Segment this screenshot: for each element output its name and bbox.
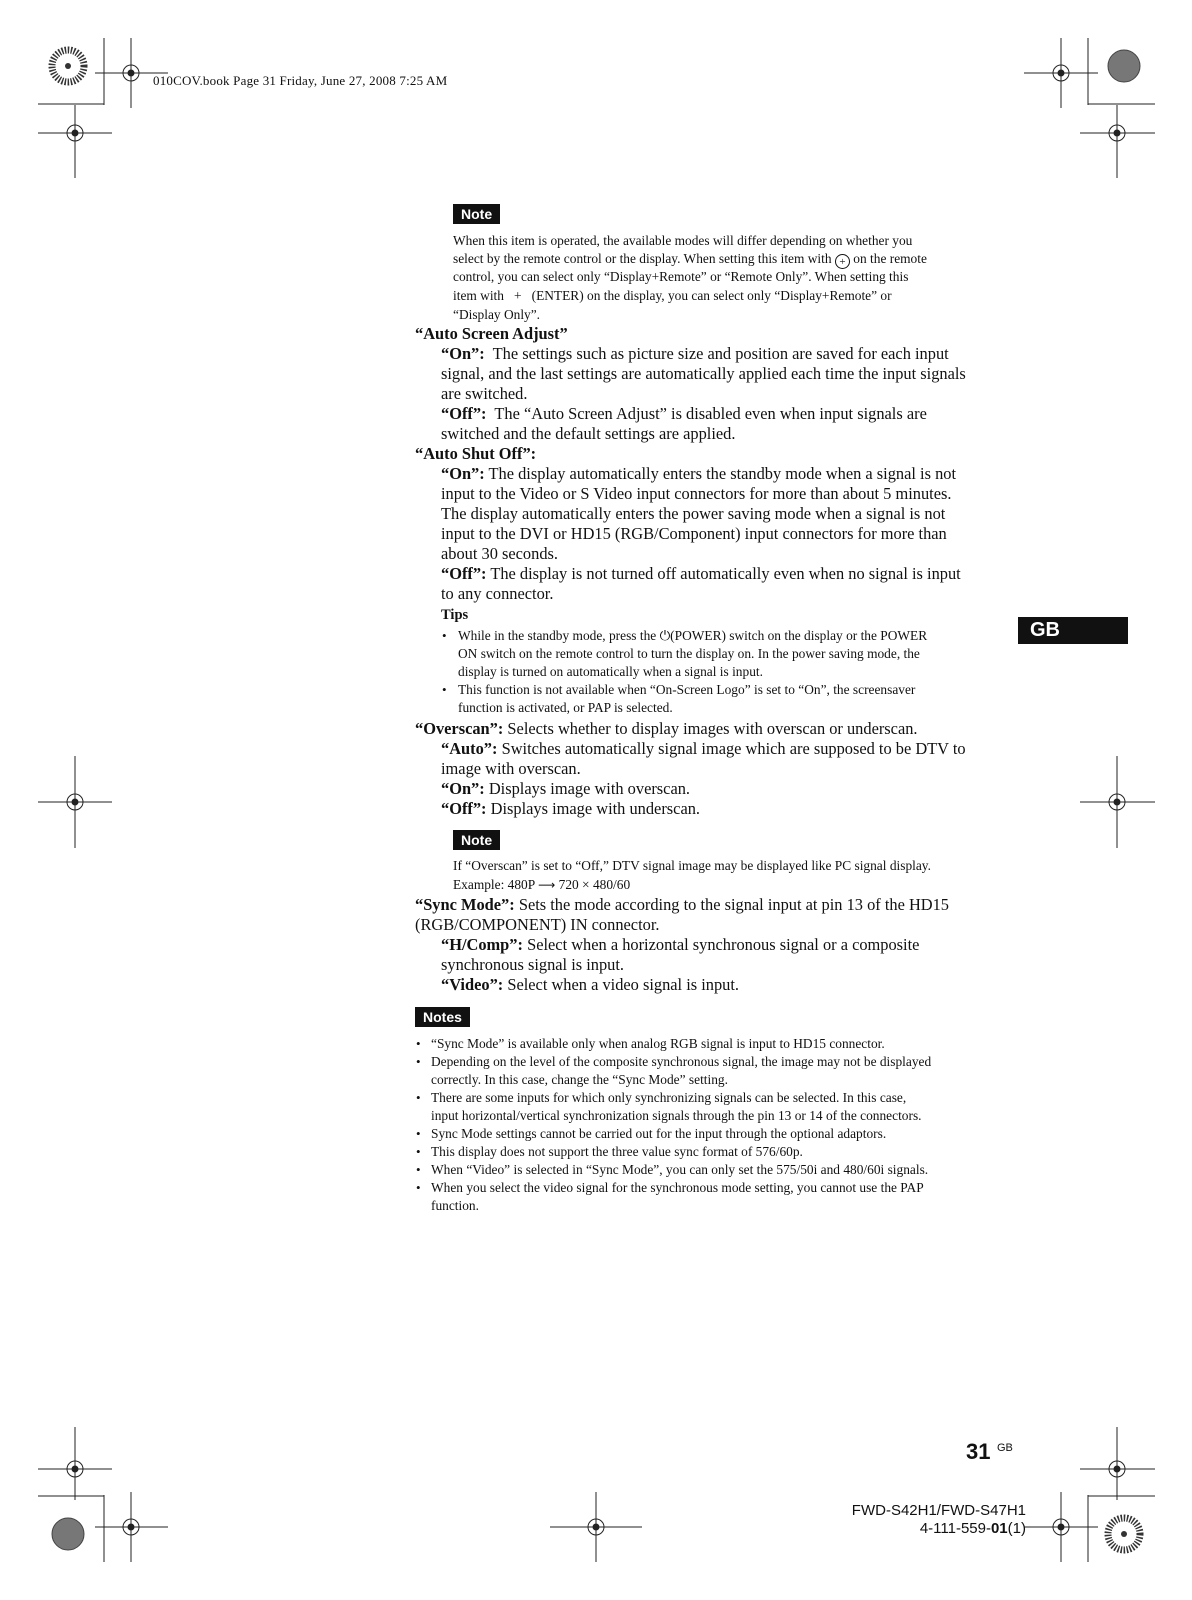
note-item: This display does not support the three value sync format of 576/60p. (431, 1144, 803, 1159)
bullet: • (442, 628, 447, 643)
bullet: • (416, 1036, 421, 1051)
note-label: Note (453, 204, 500, 224)
auto-shut-off: to any connector. (441, 584, 554, 603)
auto-shut-off: “Off”: The display is not turned off automatically even when no signal is input (441, 564, 961, 583)
auto-shut-heading: “Auto Shut Off”: (415, 444, 537, 463)
sync-video: “Video”: Select when a video signal is input. (441, 975, 740, 994)
auto-shut-on: “On”: The display automatically enters the standby mode when a signal is not (441, 464, 957, 483)
tips-heading: Tips (441, 607, 469, 623)
sync-item: (RGB/COMPONENT) IN connector. (415, 915, 660, 934)
notes-label: Notes (415, 1007, 470, 1027)
overscan-on: “On”: Displays image with overscan. (441, 779, 691, 798)
bullet: • (416, 1162, 421, 1177)
tip-text: ON switch on the remote control to turn the display on. In the power saving mode, the (458, 646, 920, 661)
auto-shut-on: The display automatically enters the power saving mode when a signal is not (441, 504, 946, 523)
note-item: When “Video” is selected in “Sync Mode”, you can only set the 575/50i and 480/60i signals. (431, 1162, 929, 1177)
language-tab: GB (1018, 617, 1128, 644)
auto-screen-off: switched and the default settings are applied. (441, 424, 736, 443)
overscan-auto: image with overscan. (441, 759, 581, 778)
note-item: “Sync Mode” is available only when analog RGB signal is input to HD15 connector. (431, 1036, 885, 1051)
bullet: • (416, 1054, 421, 1069)
bullet: • (416, 1144, 421, 1159)
auto-shut-on: input to the Video or S Video input connectors for more than about 5 minutes. (441, 484, 952, 503)
book-header: 010COV.book Page 31 Friday, June 27, 2008 7:25 AM (153, 73, 448, 88)
note-text: control, you can select only “Display+Remote” or “Remote Only”. When setting this (453, 269, 909, 284)
note-item: correctly. In this case, change the “Sync Mode” setting. (431, 1072, 728, 1087)
part-code: 4-111-559-01(1) (919, 1520, 1026, 1537)
enter-plus-icon: + (514, 288, 522, 303)
note-item: When you select the video signal for the synchronous mode setting, you cannot use the PAP (431, 1180, 924, 1195)
tip-text: function is activated, or PAP is selected. (458, 700, 673, 715)
auto-screen-on: “On”: The settings such as picture size and position are saved for each input (441, 344, 949, 363)
note-text: Example: 480P ⟶ 720 × 480/60 (453, 877, 631, 892)
power-icon: ⏻ (659, 629, 671, 644)
arrow-icon: ⟶ (538, 878, 556, 892)
overscan-auto: “Auto”: Switches automatically signal image which are supposed to be DTV to (441, 739, 966, 758)
note-text: select by the remote control or the display. When setting this item with + on the remote (453, 251, 927, 268)
note-text: If “Overscan” is set to “Off,” DTV signal image may be displayed like PC signal display. (453, 858, 931, 873)
note-item: There are some inputs for which only synchronizing signals can be selected. In this case, (431, 1090, 907, 1105)
bullet: • (416, 1126, 421, 1141)
overscan-item: “Overscan”: Selects whether to display images with overscan or underscan. (415, 719, 918, 738)
bullet: • (442, 682, 447, 697)
page-number: 31 (966, 1439, 991, 1464)
bullet: • (416, 1090, 421, 1105)
auto-screen-heading: “Auto Screen Adjust” (415, 324, 568, 343)
tip-text: display is turned on automatically when a signal is input. (458, 664, 763, 679)
note-item: function. (431, 1198, 479, 1213)
auto-screen-off: “Off”: The “Auto Screen Adjust” is disabled even when input signals are (441, 404, 927, 423)
sync-hcomp: “H/Comp”: Select when a horizontal synchronous signal or a composite (441, 935, 920, 954)
overscan-off: “Off”: Displays image with underscan. (441, 799, 701, 818)
auto-shut-on: about 30 seconds. (441, 544, 558, 563)
note-item: Depending on the level of the composite synchronous signal, the image may not be displayed (431, 1054, 932, 1069)
auto-screen-on: signal, and the last settings are automatically applied each time the input signals (441, 364, 966, 383)
note-item: input horizontal/vertical synchronization signals through the pin 13 or 14 of the connectors. (431, 1108, 922, 1123)
sync-hcomp: synchronous signal is input. (441, 955, 625, 974)
tip-text: This function is not available when “On-Screen Logo” is set to “On”, the screensaver (458, 682, 916, 697)
plus-circle-icon: + (835, 254, 850, 269)
sync-item: “Sync Mode”: Sets the mode according to the signal input at pin 13 of the HD15 (415, 895, 950, 914)
model-number: FWD-S42H1/FWD-S47H1 (851, 1502, 1026, 1519)
auto-screen-on: are switched. (441, 384, 528, 403)
note-label: Note (453, 830, 500, 850)
note-item: Sync Mode settings cannot be carried out for the input through the optional adaptors. (431, 1126, 887, 1141)
auto-shut-on: input to the DVI or HD15 (RGB/Component) input connectors for more than (441, 524, 947, 543)
note-text: item with + (ENTER) on the display, you can select only “Display+Remote” or (453, 288, 892, 303)
note-text: When this item is operated, the available modes will differ depending on whether you (453, 233, 913, 248)
tip-text: While in the standby mode, press the ⏻(POWER) switch on the display or the POWER (458, 628, 928, 644)
note-text: “Display Only”. (453, 307, 541, 322)
bullet: • (416, 1180, 421, 1195)
page-suffix: GB (997, 1442, 1013, 1454)
